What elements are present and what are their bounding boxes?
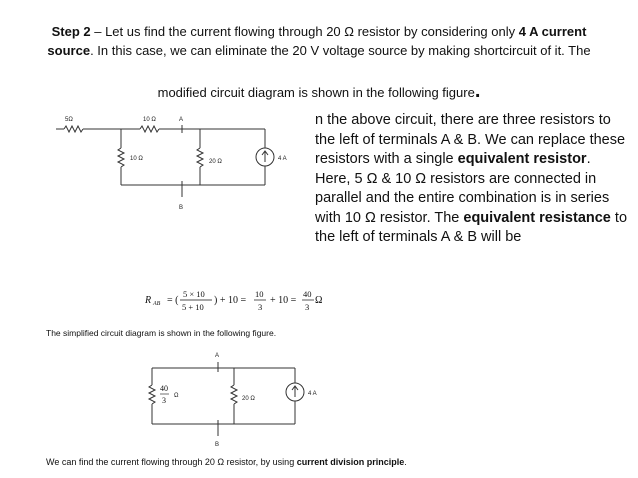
resistor-equivalent bbox=[149, 385, 155, 404]
req-den: 3 bbox=[162, 396, 166, 405]
eq-part-2: ) + 10 = bbox=[214, 295, 247, 306]
circuit-2 bbox=[149, 362, 304, 436]
intro-bold-a: 4 A current source bbox=[47, 24, 587, 58]
eq-part-3: + 10 = bbox=[270, 295, 297, 306]
intro-line2-end: . bbox=[474, 80, 481, 102]
label-10-ohm-vertical: 10 Ω bbox=[130, 156, 143, 162]
intro-text-a: – Let us find the current flowing through 20 Ω resistor by considering only bbox=[90, 24, 519, 39]
label-5-ohm: 5Ω bbox=[65, 117, 73, 123]
eq-f2-num: 10 bbox=[255, 289, 264, 299]
resistor-10-ohm-vertical bbox=[118, 148, 124, 167]
resistor-20-ohm bbox=[231, 385, 237, 404]
bottom-text-end: . bbox=[404, 457, 407, 467]
bottom-text-plain: We can find the current flowing through 20 Ω resistor, by using bbox=[46, 457, 297, 467]
resistor-20-ohm bbox=[197, 148, 203, 167]
intro-text-b: . In this case, we can eliminate the 20 V voltage source by making shortcircuit of it. The bbox=[90, 43, 591, 58]
label-20-ohm-2: 20 Ω bbox=[242, 396, 255, 402]
para-bold-1: equivalent resistor bbox=[457, 151, 587, 167]
intro-line2-text: modified circuit diagram is shown in the following figure bbox=[157, 85, 475, 100]
resistor-5-ohm bbox=[64, 126, 83, 132]
para-text-3: to the left of terminals A & B will be bbox=[315, 209, 628, 245]
resistor-10-ohm-top bbox=[140, 126, 159, 132]
label-terminal-a: A bbox=[179, 117, 184, 123]
para-bold-2: equivalent resistance bbox=[463, 209, 611, 226]
eq-lhs: R bbox=[145, 295, 152, 306]
circuit-1 bbox=[56, 125, 274, 197]
bottom-text-bold: current division principle bbox=[296, 457, 405, 467]
step-label: Step 2 bbox=[51, 24, 91, 39]
label-10-ohm-top: 10 Ω bbox=[143, 117, 156, 123]
label-terminal-b: B bbox=[179, 205, 184, 211]
eq-unit: Ω bbox=[315, 295, 323, 306]
label-source-4a: 4 A bbox=[278, 156, 287, 162]
eq-lhs-sub: AB bbox=[153, 301, 161, 307]
label-source-4a-2: 4 A bbox=[308, 391, 317, 397]
bottom-text bbox=[46, 457, 407, 467]
eq-f3-num: 40 bbox=[303, 289, 312, 299]
eq-f1-num: 5 × 10 bbox=[183, 289, 205, 299]
eq-f2-den: 3 bbox=[258, 302, 263, 312]
equivalent-resistance-equation bbox=[144, 289, 322, 312]
simplified-caption: The simplified circuit diagram is shown in the following figure. bbox=[46, 328, 277, 338]
label-20-ohm: 20 Ω bbox=[209, 159, 222, 165]
label-terminal-b-2: B bbox=[215, 442, 220, 448]
eq-f1-den: 5 + 10 bbox=[182, 302, 204, 312]
para-text-2: . Here, 5 Ω & 10 Ω resistors are connected in parallel and the entire combination is in series with 10 Ω resistor. The bbox=[315, 151, 610, 226]
label-terminal-a-2: A bbox=[215, 353, 220, 359]
req-num: 40 bbox=[160, 384, 168, 393]
eq-f3-den: 3 bbox=[305, 302, 310, 312]
eq-part-1: = ( bbox=[167, 295, 179, 306]
para-text-1: n the above circuit, there are three resistors to the left of terminals A & B. We can replace these resistors with a single bbox=[315, 112, 626, 167]
req-unit: Ω bbox=[174, 393, 179, 399]
